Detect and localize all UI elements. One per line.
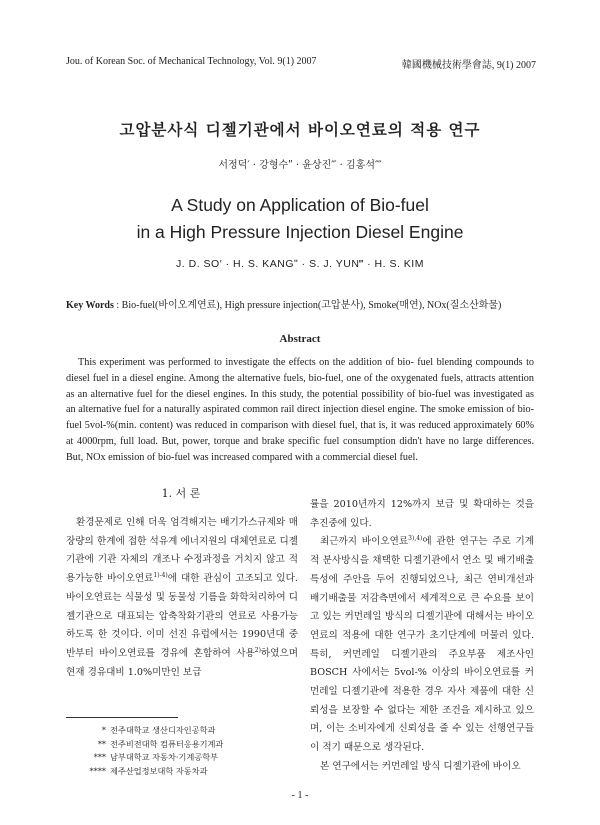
intro-paragraph-2: 최근까지 바이오연료$^{3),4)}$에 관한 연구는 주로 기계적 분사방식을 채택한 디젤기관에서 연소 및 배기배출 특성에 주안을 두어 진행되었으나, 최근 연비개선과 배기배출물 저감측면에서 세계적으로 큰 수요를 보이고 있는 커먼레일 방식의 디젤기관에 대해서는 바이오연료의 적용에 대한 연구가 초기단계에 머물러 있다. 특히, 커먼레일 디젤기관의 주요부품 제조사인 BOSCH 사에서는 5vol-% 이상의 바이오연료를 커먼레일 디젤기관에 적용한 경우 자사 제품에 대한 신뢰성을 보장할 수 없다는 제한 조건을 제시하고 있으며, 이는 소비자에게 신뢰성을 줄 수 있는 선행연구들이 적기 때문으로 생각된다. (310, 535, 535, 754)
footnote-4: **** 제주산업정보대학 자동차과 (89, 765, 208, 776)
left-column (66, 514, 298, 682)
section-heading-introduction: 1. 서 론 (161, 487, 201, 500)
footnote-3: *** 남부대학교 자동차·기계공학부 (93, 752, 219, 762)
keywords (66, 296, 546, 311)
journal-header-right: 韓國機械技術學會誌, 9(1) 2007 (401, 60, 536, 71)
keywords-text: : Bio-fuel(바이오계연료), High pressure injection(고압분사), Smoke(매연), NOx(질소산화물) (116, 300, 502, 311)
citation-ref: 3),4) (408, 535, 423, 543)
abstract-heading: Abstract (279, 333, 321, 345)
keywords-label: Key Words (66, 300, 114, 311)
title-korean: 고압분사식 디젤기관에서 바이오연료의 적용 연구 (119, 120, 481, 139)
authors-korean: 서정덕′ · 강형수ʺ · 윤상진‴ · 김홍석⁗ (218, 160, 382, 171)
title-english (0, 192, 600, 246)
page-number: - 1 - (291, 790, 309, 801)
intro-paragraph-1: 환경문제로 인해 더욱 엄격해지는 배기가스규제와 매장량의 한계에 접한 석유계 에너지원의 대체연료로 디젤기관에 기관 자체의 개조나 수정과정을 거치지 않고 적용가능한 바이오연료$^{1)-4)}$에 대한 관심이 고조되고 있다. 바이오연료는 식물성 및 동물성 기름을 화학처리하여 디젤기관으로 대표되는 압축착화기관의 연료로 사용가능하도록 한 것이다. 이미 선진 유럽에서는 1990년대 중반부터 바이오연료를 경유에 혼합하여 사용$^{2)}$하였으며 현재 경유대비 1.0%미만인 보급 (66, 517, 298, 678)
footnotes (88, 724, 308, 778)
footnote-divider (66, 717, 178, 718)
authors-english: J. D. SO′ · H. S. KANGʺ · S. J. YUN‴ · H. S. KIM (176, 258, 424, 270)
footnote-2: ** 전주비전대학 컴퓨터응용기계과 (97, 738, 224, 749)
abstract-text: This experiment was performed to investigate the effects on the addition of bio- fuel blending compounds to diesel fuel in a diesel engine. Among the alternative fuels, bio-fuel, one of the oxygenated fuels, attracts attention as an alternative fuel for the diesel engines. In this study, the potential possibility of bio-fuel was investigated as an alternative fuel for a naturally aspirated common rail direct injection diesel engine. The smoke emission of bio-fuel 5vol-%(min. content) was reduced in comparison with diesel fuel, that is, it was reduced approximately 60% at 4000rpm, full load. But, power, torque and brake specific fuel consumption didn't have no large differences. But, NOx emission of bio-fuel was increased compared with a commercial diesel fuel. (66, 357, 534, 463)
footnote-1: * 전주대학교 생산디자인공학과 (101, 725, 216, 735)
right-column (310, 496, 534, 777)
title-english-line2: in a High Pressure Injection Diesel Engine (136, 222, 464, 242)
citation-ref: 2) (254, 646, 261, 654)
intro-paragraph-1-cont: 률을 2010년까지 12%까지 보급 및 확대하는 것을 추진중에 있다. (310, 499, 534, 529)
citation-ref: 1)-4) (153, 571, 168, 579)
title-english-line1: A Study on Application of Bio-fuel (171, 195, 429, 215)
journal-header-left: Jou. of Korean Soc. of Mechanical Technology, Vol. 9(1) 2007 (66, 56, 317, 67)
intro-paragraph-3: 본 연구에서는 커먼레일 방식 디젤기관에 바이오 (320, 760, 521, 772)
